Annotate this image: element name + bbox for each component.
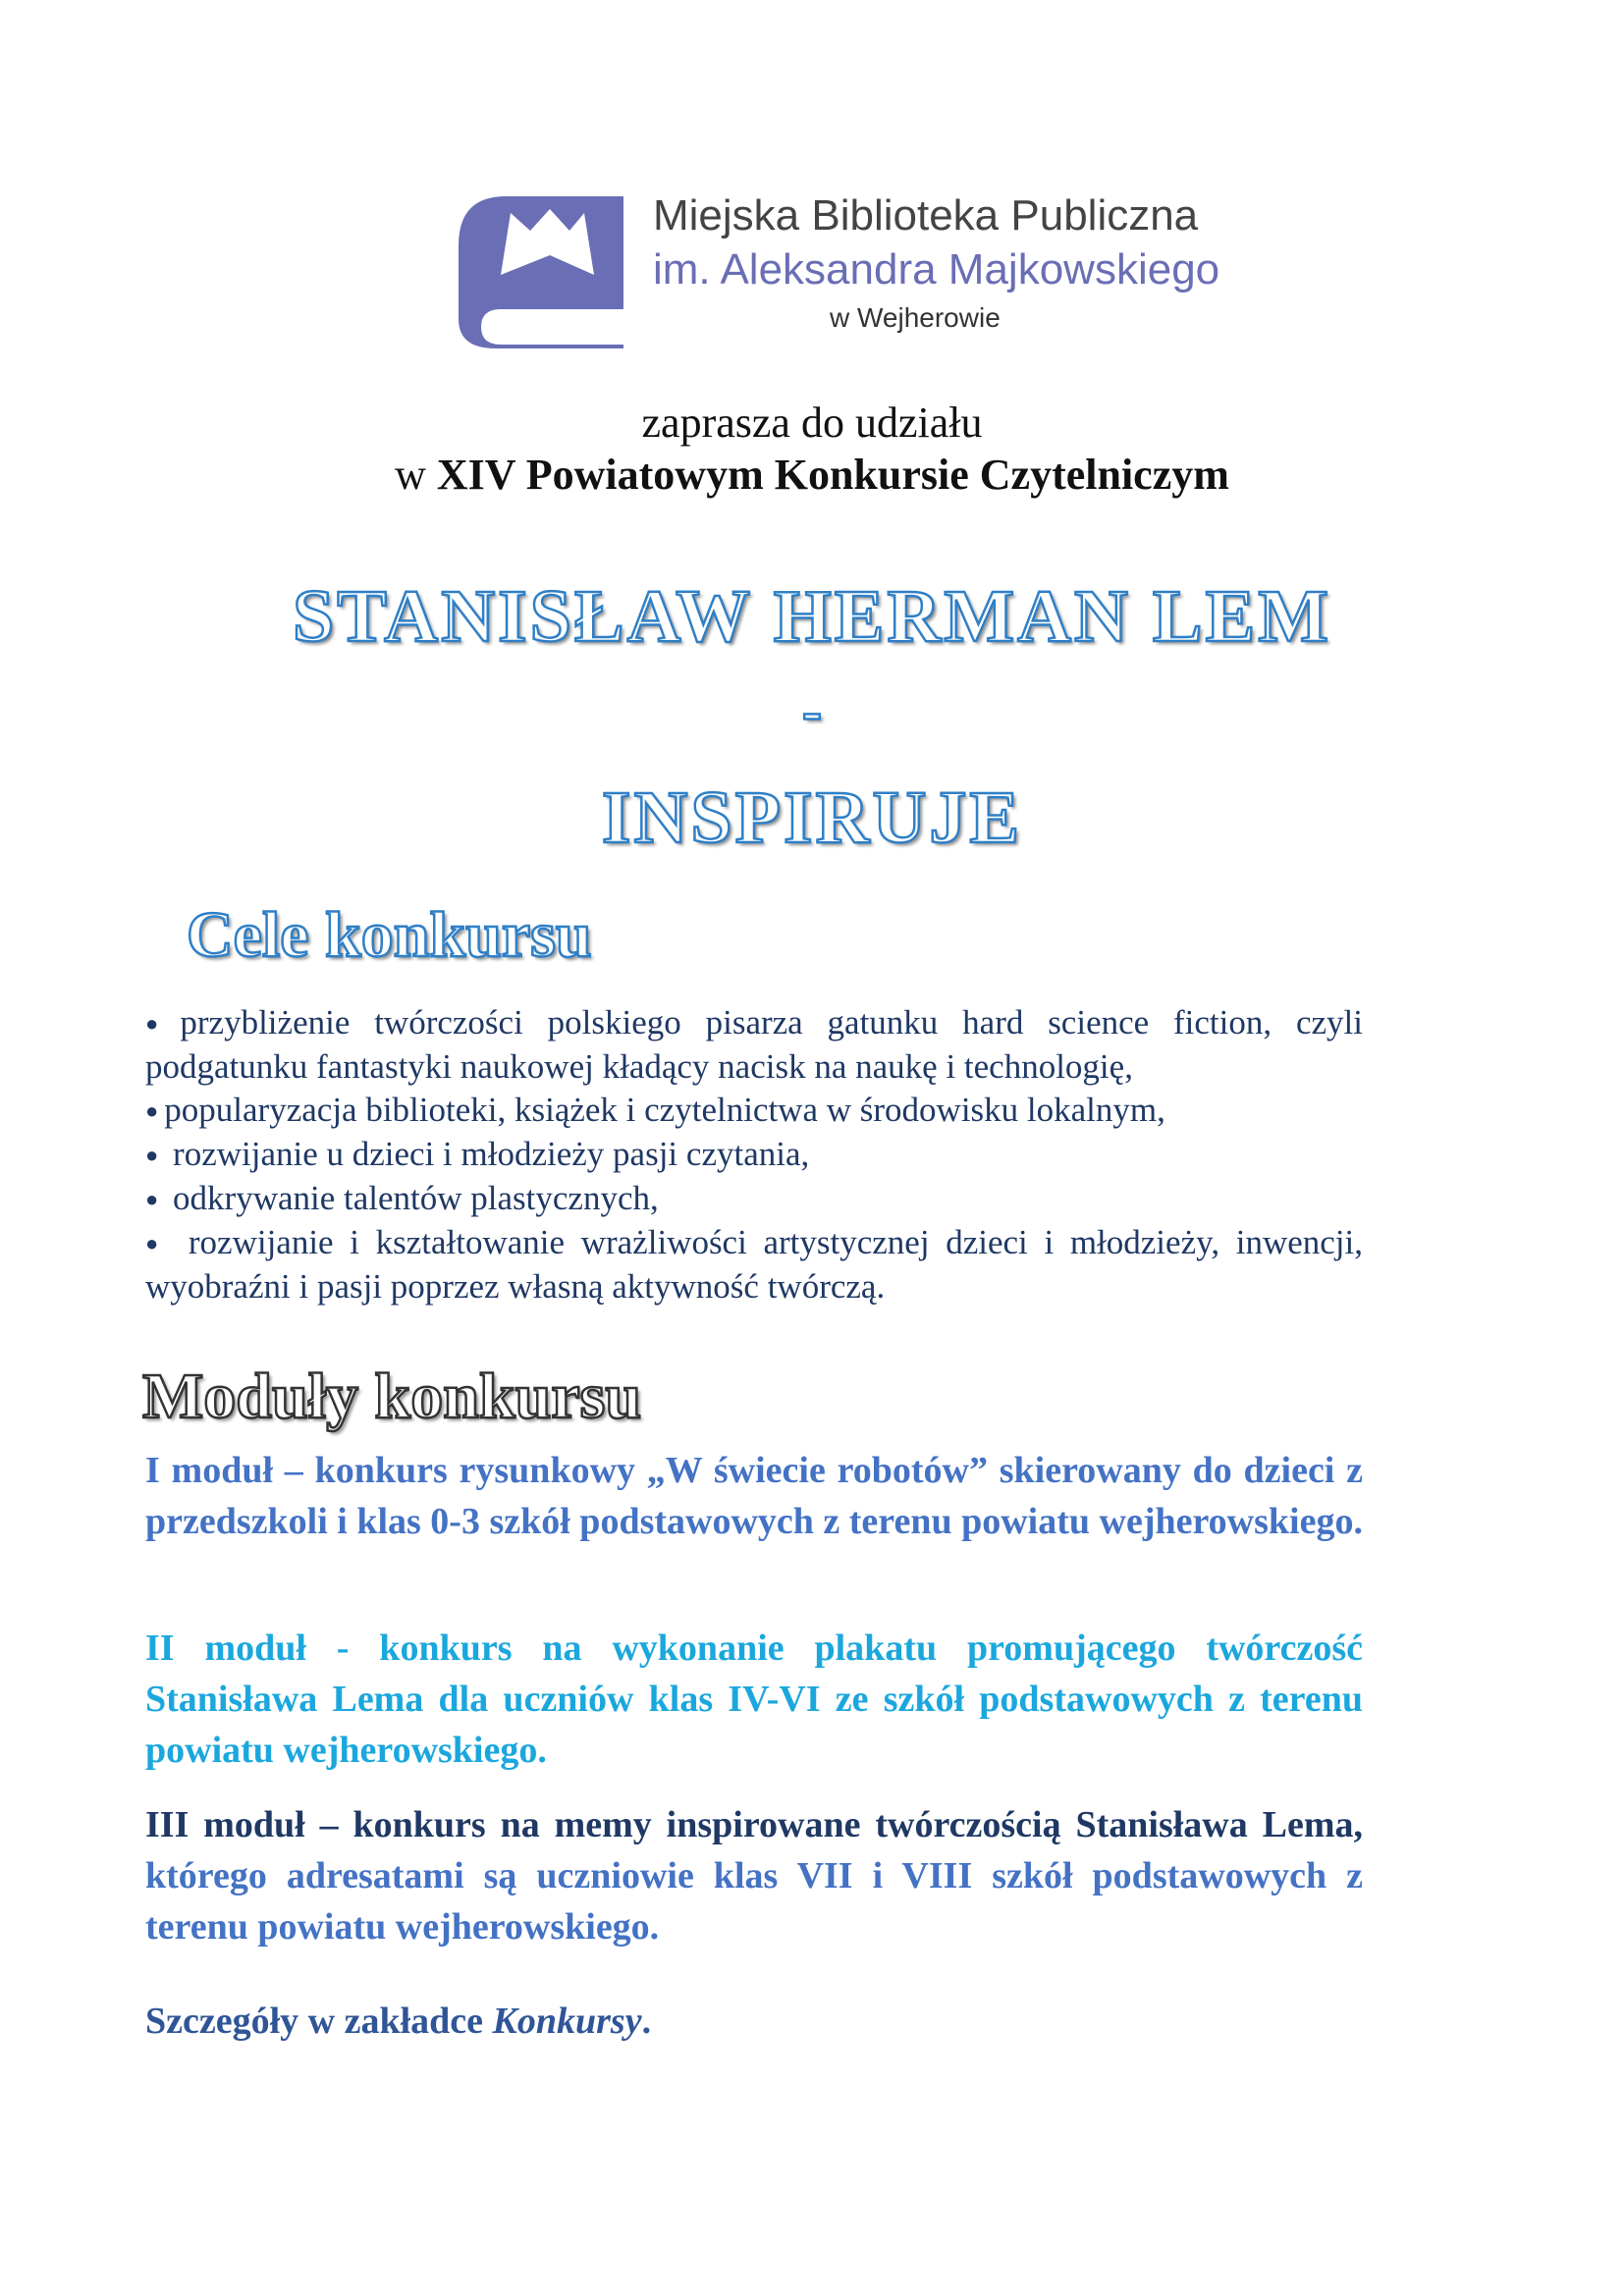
details-link-text: Konkursy xyxy=(492,2001,642,2042)
library-logo xyxy=(447,191,1220,348)
bullet-icon: ● xyxy=(145,1143,159,1167)
title-sub: INSPIRUJE xyxy=(601,776,1023,859)
goals-heading: Cele konkursu xyxy=(187,899,592,971)
goal-item xyxy=(145,1133,1363,1177)
invite-prefix: w xyxy=(395,451,437,499)
module-3-text: którego adresatami są uczniowie klas VII i VIII szkół podstawowych z terenu powiatu wejherowskiego. xyxy=(145,1855,1363,1948)
bullet-icon: ● xyxy=(145,1187,159,1211)
goal-text: rozwijanie u dzieci i młodzieży pasji czytania, xyxy=(173,1135,810,1173)
details-prefix: Szczegóły w zakładce xyxy=(145,2001,493,2042)
logo-line-2: im. Aleksandra Majkowskiego xyxy=(653,245,1220,294)
bullet-icon: ● xyxy=(145,1231,167,1255)
goal-item xyxy=(145,1001,1363,1089)
bullet-icon: ● xyxy=(145,1098,159,1123)
title-main: STANISŁAW HERMAN LEM xyxy=(292,575,1332,658)
logo-line-3: w Wejherowie xyxy=(830,302,1001,333)
goal-text: odkrywanie talentów plastycznych, xyxy=(173,1179,659,1217)
details-note xyxy=(145,2000,651,2043)
goal-text: przybliżenie twórczości polskiego pisarza gatunku hard science fiction, czyli podgatunku fantastyki naukowej kładący nacisk na naukę i technologię, xyxy=(145,1003,1363,1086)
module-2: II moduł - konkurs na wykonanie plakatu promującego twórczość Stanisława Lema dla uczniów klas IV-VI ze szkół podstawowych z terenu powiatu wejherowskiego. xyxy=(145,1628,1363,1771)
title-dash: - xyxy=(802,678,822,743)
invite-line-2 xyxy=(0,450,1624,500)
module-3 xyxy=(145,1799,1363,1952)
contest-name: XIV Powiatowym Konkursie Czytelniczym xyxy=(436,451,1229,499)
goal-text: rozwijanie i kształtowanie wrażliwości artystycznej dzieci i młodzieży, inwencji, wyobraźni i pasji poprzez własną aktywność twórczą. xyxy=(145,1223,1364,1306)
module-3-title: III moduł – konkurs na memy inspirowane twórczością Stanisława Lema, xyxy=(145,1804,1363,1845)
bullet-icon: ● xyxy=(145,1011,175,1036)
goal-item xyxy=(145,1089,1363,1133)
logo-line-1: Miejska Biblioteka Publiczna xyxy=(653,191,1199,240)
module-1: I moduł – konkurs rysunkowy „W świecie robotów” skierowany do dzieci z przedszkoli i klas 0-3 szkół podstawowych z terenu powiatu wejherowskiego. xyxy=(145,1450,1363,1542)
invite-line-1: zaprasza do udziału xyxy=(641,399,983,447)
details-suffix: . xyxy=(641,2001,652,2042)
goals-list xyxy=(145,1001,1363,1308)
goal-text: popularyzacja biblioteki, książek i czytelnictwa w środowisku lokalnym, xyxy=(164,1091,1165,1129)
book-logo-icon xyxy=(447,191,633,348)
modules-heading: Moduły konkursu xyxy=(142,1361,642,1432)
goal-item xyxy=(145,1177,1363,1221)
goal-item xyxy=(145,1221,1363,1308)
